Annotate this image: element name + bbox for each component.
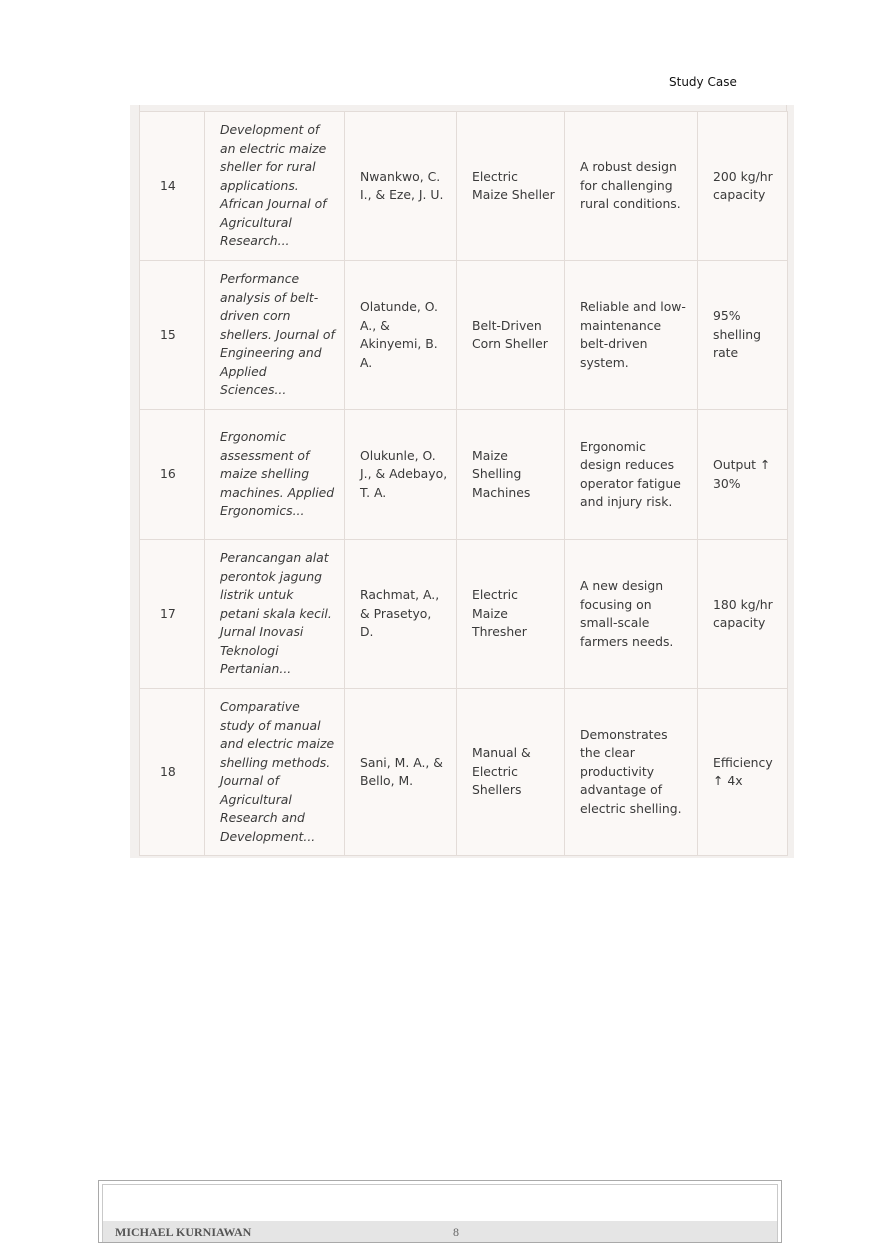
- reference-title: Comparative study of manual and electric maize shelling methods. Journal of Agricultural Research and Development...: [205, 689, 345, 856]
- row-number: 16: [140, 410, 205, 540]
- table-row: [140, 261, 788, 410]
- result: Efficiency ↑ 4x: [698, 689, 788, 856]
- running-header: Study Case: [669, 75, 737, 89]
- result: 200 kg/hr capacity: [698, 112, 788, 261]
- device: Belt-Driven Corn Sheller: [457, 261, 565, 410]
- device: Electric Maize Thresher: [457, 540, 565, 689]
- table-row: [140, 689, 788, 856]
- literature-table: [139, 111, 788, 856]
- finding: Demonstrates the clear productivity advantage of electric shelling.: [565, 689, 698, 856]
- finding: A robust design for challenging rural conditions.: [565, 112, 698, 261]
- reference-title: Development of an electric maize sheller for rural applications. African Journal of Agricultural Research...: [205, 112, 345, 261]
- device: Maize Shelling Machines: [457, 410, 565, 540]
- table-row: [140, 540, 788, 689]
- page-number: 8: [453, 1225, 459, 1239]
- finding: Reliable and low-maintenance belt-driven system.: [565, 261, 698, 410]
- authors: Olukunle, O. J., & Adebayo, T. A.: [345, 410, 457, 540]
- row-number: 14: [140, 112, 205, 261]
- footer-bar: [103, 1221, 777, 1242]
- literature-table-image: [130, 105, 794, 858]
- result: Output ↑ 30%: [698, 410, 788, 540]
- authors: Sani, M. A., & Bello, M.: [345, 689, 457, 856]
- row-number: 17: [140, 540, 205, 689]
- result: 95% shelling rate: [698, 261, 788, 410]
- table-row: [140, 112, 788, 261]
- finding: A new design focusing on small-scale farmers needs.: [565, 540, 698, 689]
- footer-frame: [102, 1184, 778, 1242]
- device: Manual & Electric Shellers: [457, 689, 565, 856]
- page-footer: [98, 1180, 782, 1243]
- reference-title: Perancangan alat perontok jagung listrik untuk petani skala kecil. Jurnal Inovasi Teknologi Pertanian...: [205, 540, 345, 689]
- authors: Olatunde, O. A., & Akinyemi, B. A.: [345, 261, 457, 410]
- row-number: 15: [140, 261, 205, 410]
- authors: Rachmat, A., & Prasetyo, D.: [345, 540, 457, 689]
- finding: Ergonomic design reduces operator fatigue and injury risk.: [565, 410, 698, 540]
- footer-author: MICHAEL KURNIAWAN: [115, 1225, 252, 1239]
- device: Electric Maize Sheller: [457, 112, 565, 261]
- row-number: 18: [140, 689, 205, 856]
- reference-title: Ergonomic assessment of maize shelling machines. Applied Ergonomics...: [205, 410, 345, 540]
- table-row: [140, 410, 788, 540]
- result: 180 kg/hr capacity: [698, 540, 788, 689]
- reference-title: Performance analysis of belt-driven corn shellers. Journal of Engineering and Applied Sciences...: [205, 261, 345, 410]
- authors: Nwankwo, C. I., & Eze, J. U.: [345, 112, 457, 261]
